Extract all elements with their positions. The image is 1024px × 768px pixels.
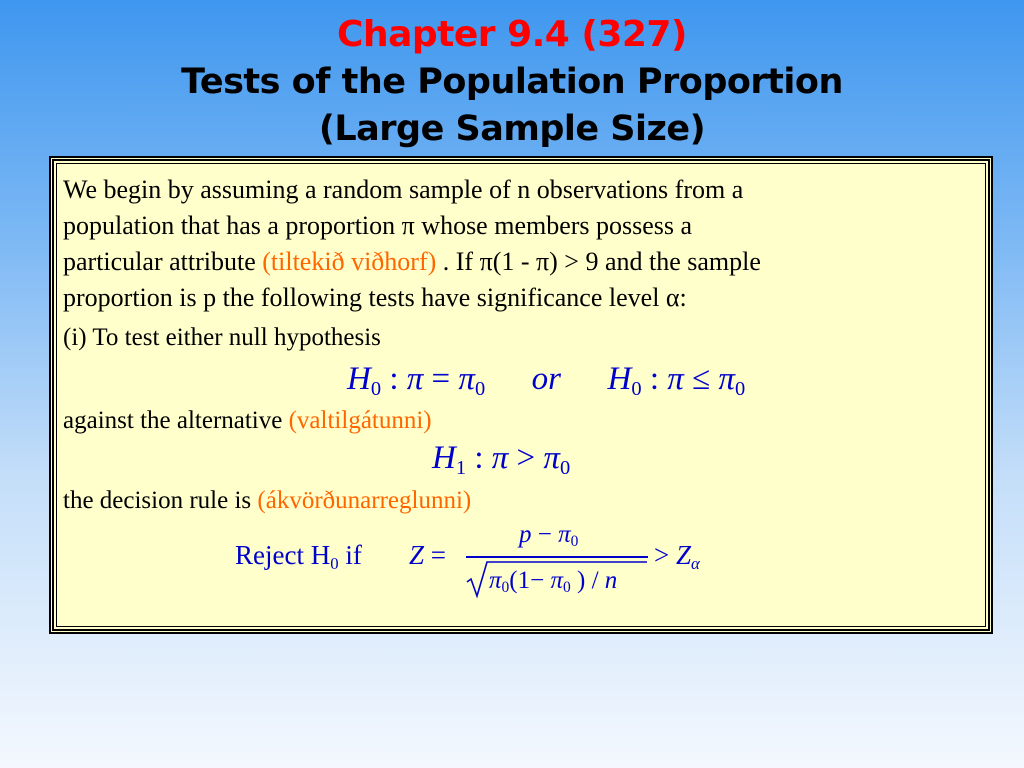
alternative-intro	[63, 408, 432, 433]
statistic-lhs: Z =	[409, 540, 447, 570]
translation-tiltekid: (tiltekið viðhorf)	[262, 247, 437, 276]
alternative-hypothesis-formula: H1 : π > π0	[432, 440, 571, 479]
translation-valtilgatunni: (valtilgátunni)	[288, 407, 432, 434]
slide-title-subtitle: (Large Sample Size)	[318, 109, 706, 149]
statistic-numerator: p − π0	[519, 521, 579, 551]
statistic-comparison: > Zα	[654, 540, 700, 573]
null-hypothesis-right: H0 : π ≤ π0	[607, 361, 746, 400]
slide-title-topic: Tests of the Population Proportion	[181, 62, 843, 102]
decision-rule-intro	[63, 488, 471, 513]
intro-line-2: population that has a proportion π whose members possess a	[63, 211, 693, 240]
null-hypothesis-formula	[347, 361, 746, 400]
intro-line-3-start: particular attribute	[63, 247, 263, 276]
intro-line-3-end: . If π(1 - π) > 9 and the sample	[436, 247, 761, 276]
slide-title-chapter: Chapter 9.4 (327)	[337, 14, 687, 55]
intro-line-4: proportion is p the following tests have significance level α:	[63, 283, 687, 312]
null-hypothesis-left: H0 : π = π0	[347, 361, 486, 400]
decision-rule-intro-text: the decision rule is	[63, 487, 258, 514]
intro-line-3	[63, 249, 761, 275]
statistic-denominator: π0(1− π0 ) / n	[489, 567, 618, 597]
null-hypothesis-intro: (i) To test either null hypothesis	[63, 324, 381, 351]
translation-akvordunarreglunni: (ákvörðunarreglunni)	[257, 487, 472, 514]
or-word: or	[531, 361, 562, 397]
reject-label: Reject H0 if	[235, 540, 362, 573]
fraction-bar	[466, 556, 648, 558]
content-box	[49, 156, 993, 634]
alternative-intro-text: against the alternative	[63, 407, 289, 434]
intro-line-1: We begin by assuming a random sample of n observations from a	[63, 175, 744, 204]
